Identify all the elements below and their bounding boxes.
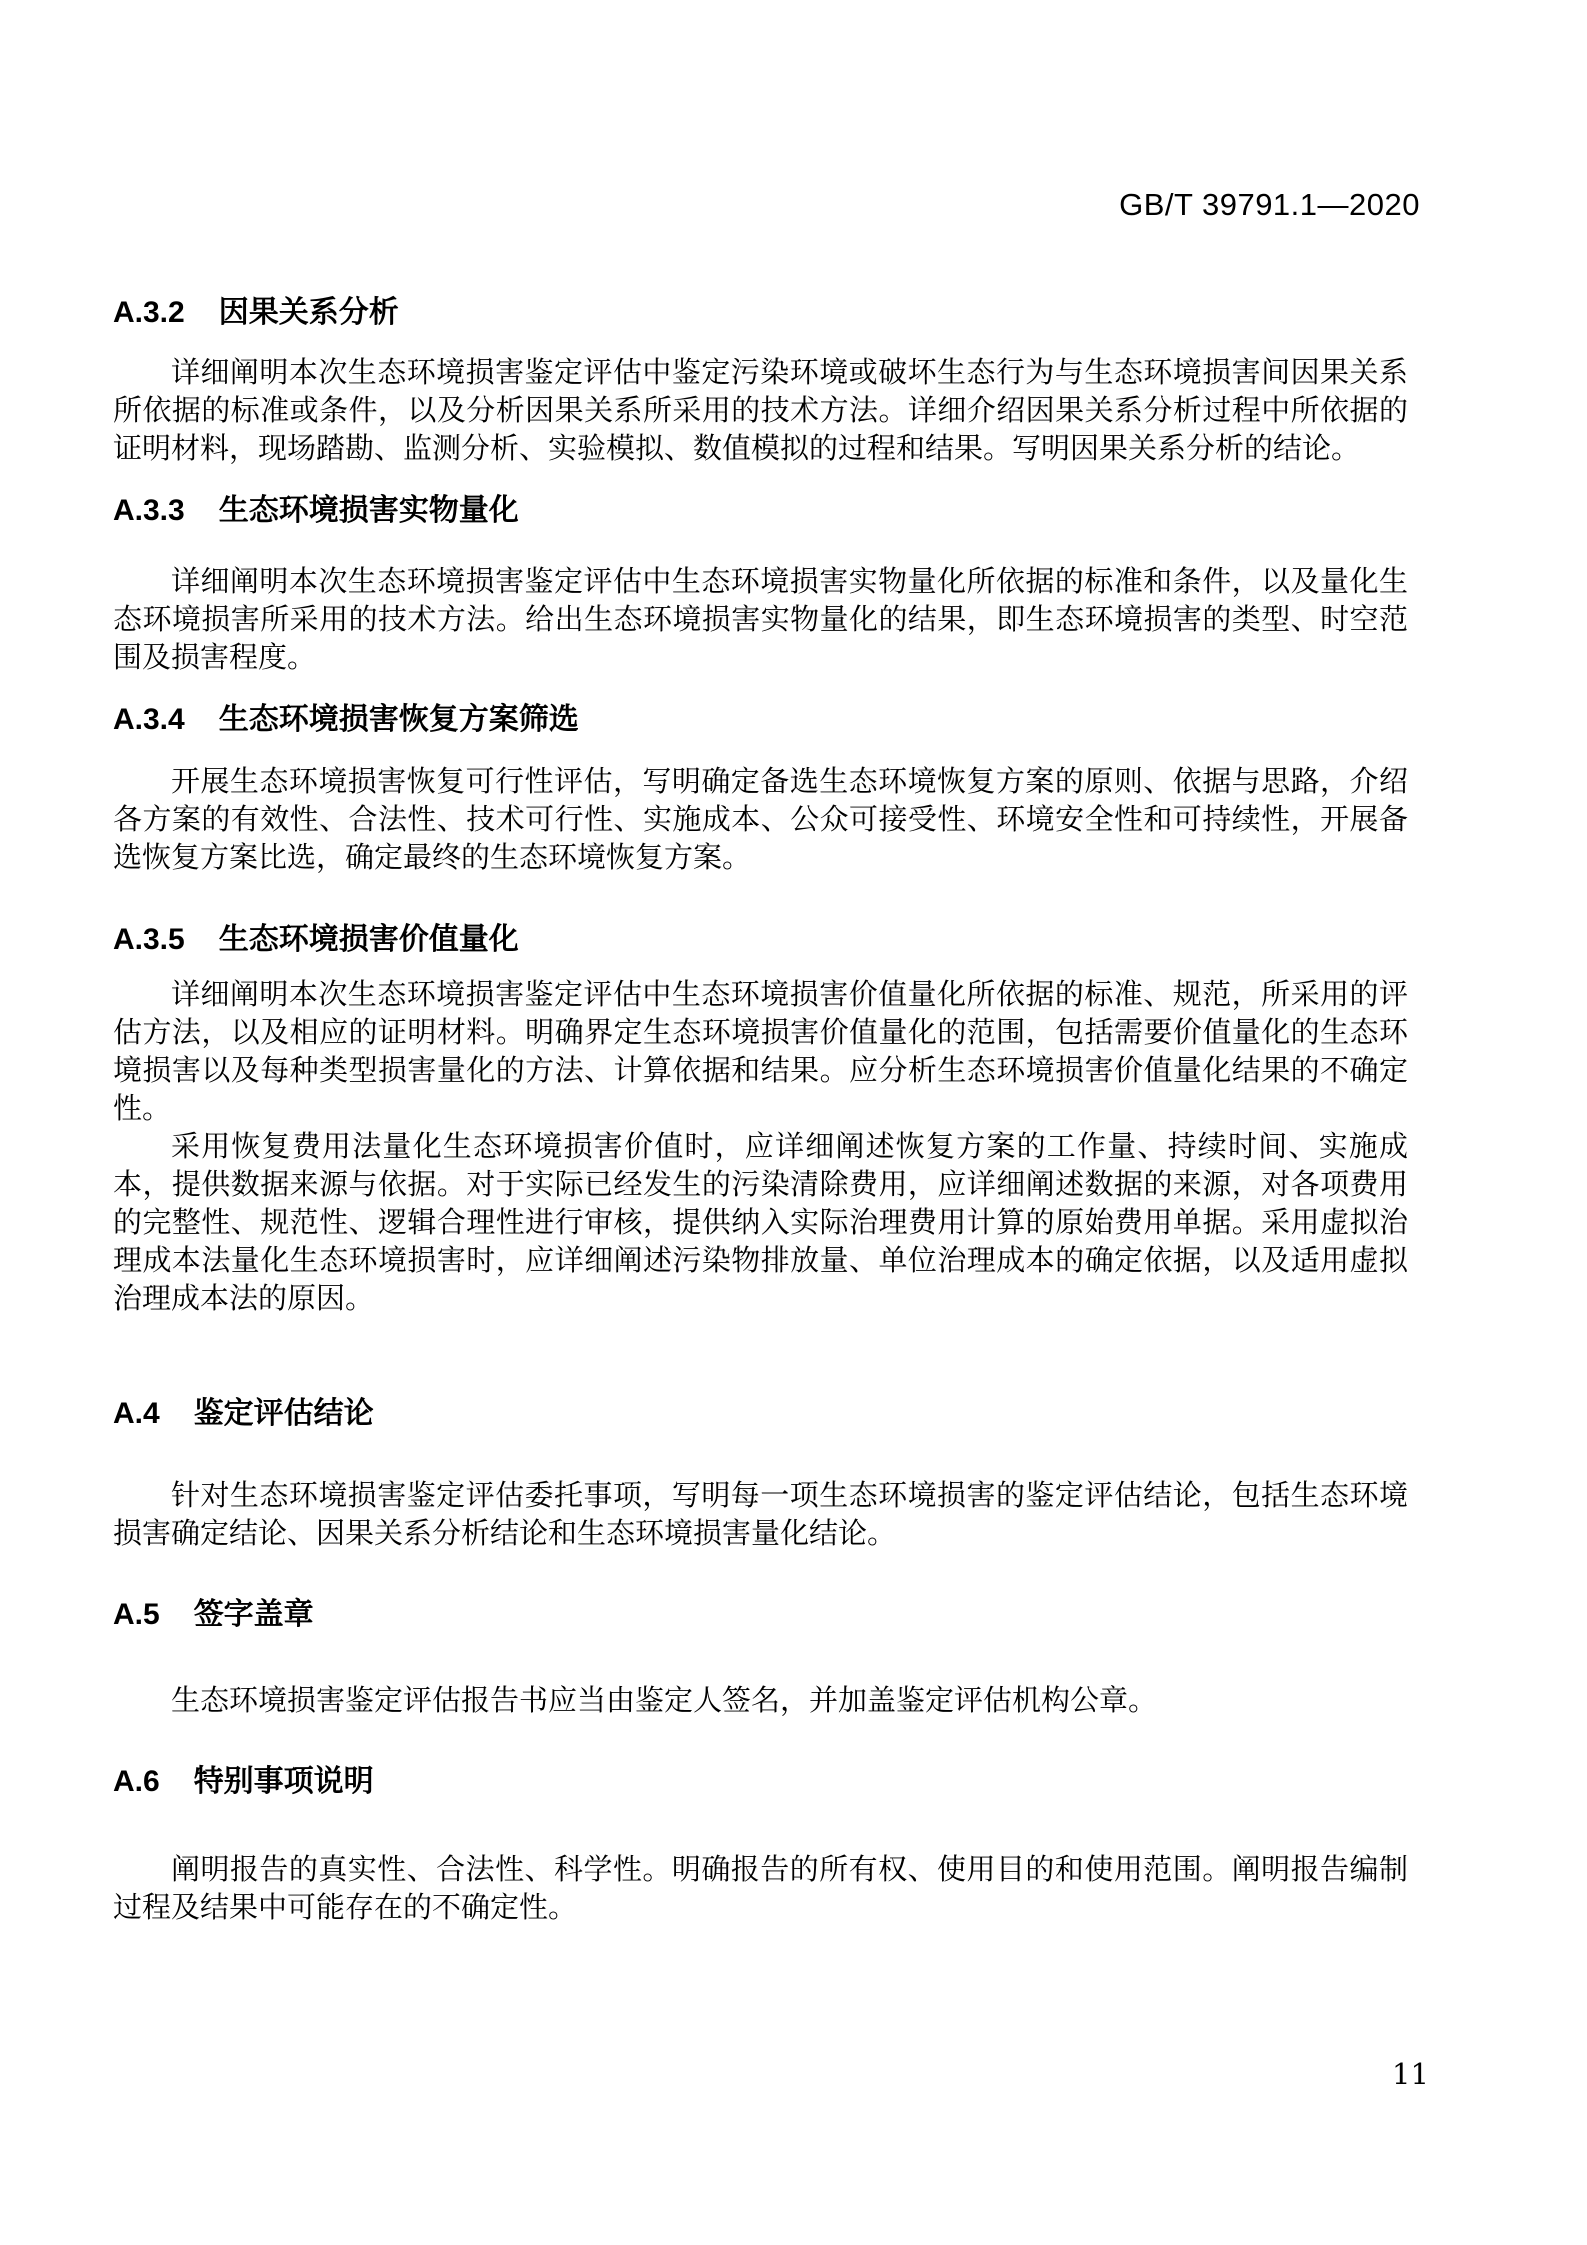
section-title: 生态环境损害实物量化 <box>218 494 519 527</box>
section-title: 生态环境损害价值量化 <box>218 923 519 956</box>
section-title: 鉴定评估结论 <box>193 1397 374 1430</box>
paragraph: 详细阐明本次生态环境损害鉴定评估中生态环境损害价值量化所依据的标准、规范，所采用的评估方法，以及相应的证明材料。明确界定生态环境损害价值量化的范围，包括需要价值量化的生态环境损害以及每种类型损害量化的方法、计算依据和结果。应分析生态环境损害价值量化结果的不确定性。 <box>113 977 1408 1125</box>
section-number: A.3.2 <box>113 296 185 329</box>
paragraph: 针对生态环境损害鉴定评估委托事项，写明每一项生态环境损害的鉴定评估结论，包括生态环境损害确定结论、因果关系分析结论和生态环境损害量化结论。 <box>113 1478 1408 1550</box>
section-heading-a6 <box>113 1764 1408 1800</box>
section-heading-a35 <box>113 922 1408 958</box>
section-title: 因果关系分析 <box>218 296 399 329</box>
paragraph: 详细阐明本次生态环境损害鉴定评估中生态环境损害实物量化所依据的标准和条件，以及量化生态环境损害所采用的技术方法。给出生态环境损害实物量化的结果，即生态环境损害的类型、时空范围及损害程度。 <box>113 564 1408 674</box>
page-number: 11 <box>1392 2057 1429 2091</box>
section-number: A.3.5 <box>113 923 185 956</box>
section-number: A.3.3 <box>113 494 185 527</box>
section-title: 生态环境损害恢复方案筛选 <box>218 703 579 736</box>
section-heading-a5 <box>113 1597 1408 1633</box>
section-heading-a34 <box>113 702 1408 738</box>
section-number: A.3.4 <box>113 703 185 736</box>
section-title: 签字盖章 <box>193 1598 314 1631</box>
section-heading-a32 <box>113 295 1408 331</box>
section-title: 特别事项说明 <box>193 1765 374 1798</box>
section-number: A.5 <box>113 1598 160 1631</box>
section-number: A.4 <box>113 1397 160 1430</box>
section-heading-a4 <box>113 1396 1408 1432</box>
standard-number-header: GB/T 39791.1—2020 <box>1119 187 1420 222</box>
paragraph: 生态环境损害鉴定评估报告书应当由鉴定人签名，并加盖鉴定评估机构公章。 <box>171 1683 1158 1717</box>
section-heading-a33 <box>113 493 1408 529</box>
paragraph: 开展生态环境损害恢复可行性评估，写明确定备选生态环境恢复方案的原则、依据与思路，介绍各方案的有效性、合法性、技术可行性、实施成本、公众可接受性、环境安全性和可持续性，开展备选恢复方案比选，确定最终的生态环境恢复方案。 <box>113 764 1408 874</box>
paragraph: 采用恢复费用法量化生态环境损害价值时，应详细阐述恢复方案的工作量、持续时间、实施成本，提供数据来源与依据。对于实际已经发生的污染清除费用，应详细阐述数据的来源，对各项费用的完整性、规范性、逻辑合理性进行审核，提供纳入实际治理费用计算的原始费用单据。采用虚拟治理成本法量化生态环境损害时，应详细阐述污染物排放量、单位治理成本的确定依据，以及适用虚拟治理成本法的原因。 <box>113 1129 1408 1315</box>
paragraph: 阐明报告的真实性、合法性、科学性。明确报告的所有权、使用目的和使用范围。阐明报告编制过程及结果中可能存在的不确定性。 <box>113 1852 1408 1924</box>
paragraph: 详细阐明本次生态环境损害鉴定评估中鉴定污染环境或破坏生态行为与生态环境损害间因果关系所依据的标准或条件，以及分析因果关系所采用的技术方法。详细介绍因果关系分析过程中所依据的证明材料，现场踏勘、监测分析、实验模拟、数值模拟的过程和结果。写明因果关系分析的结论。 <box>113 355 1408 465</box>
section-number: A.6 <box>113 1765 160 1798</box>
